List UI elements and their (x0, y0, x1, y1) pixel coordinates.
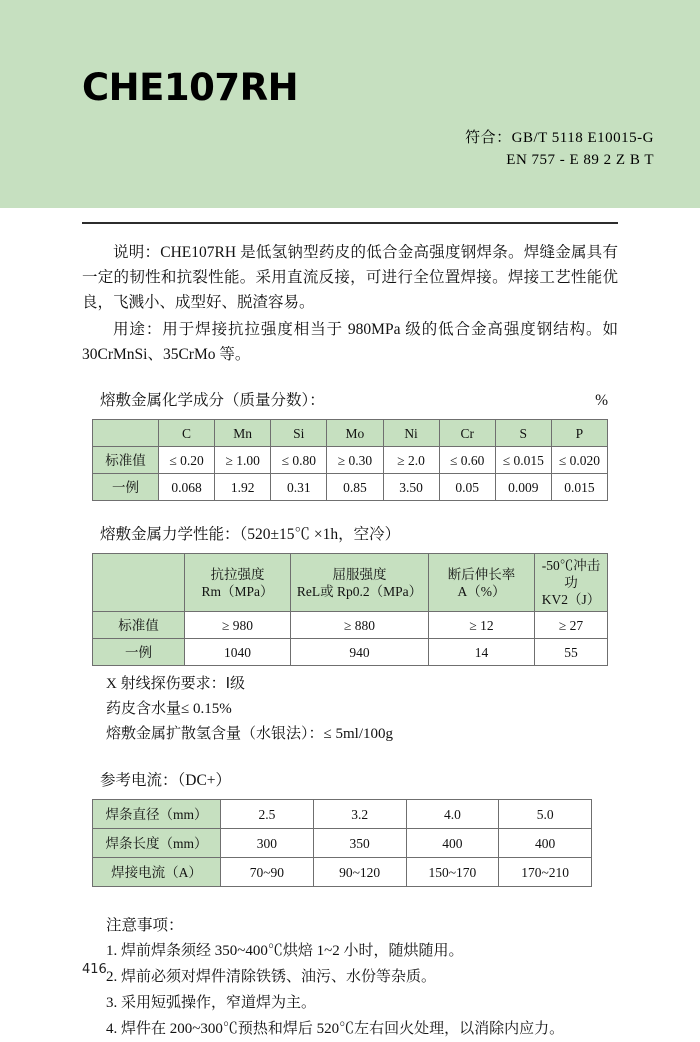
chem-title-text: 熔敷金属化学成分（质量分数）： (100, 392, 325, 409)
chem-row-1-cell-0: 0.068 (159, 474, 215, 501)
table-row (93, 447, 608, 474)
mech-col-2-line2: ReL或 Rp0.2（MPa） (296, 583, 423, 599)
chem-row-0-cell-1: ≥ 1.00 (215, 447, 271, 474)
notes-title: 注意事项： (106, 917, 184, 934)
list-item: 2. 焊前必须对焊件清除铁锈、油污、水份等杂质。 (106, 969, 437, 985)
chem-row-0-cell-4: ≥ 2.0 (383, 447, 439, 474)
chem-col-2: Mn (215, 420, 271, 447)
list-item: 1. 焊前焊条须经 350~400℃烘焙 1~2 小时，随烘随用。 (106, 943, 464, 959)
header-divider (82, 222, 618, 224)
chem-row-0-cell-0: ≤ 0.20 (159, 447, 215, 474)
chem-section-title (100, 389, 618, 413)
mech-extra-lines (106, 672, 618, 747)
current-row-0-cell-3: 5.0 (499, 800, 592, 829)
current-row-2-cell-2: 150~170 (406, 858, 499, 887)
chem-row-0-cell-3: ≥ 0.30 (327, 447, 383, 474)
current-row-0-cell-0: 2.5 (221, 800, 314, 829)
mech-col-3-line1: 断后伸长率 (447, 566, 516, 582)
mech-col-4 (535, 554, 608, 612)
chem-col-3: Si (271, 420, 327, 447)
mech-row-0-cell-1: ≥ 880 (291, 612, 429, 639)
chem-row-0-cell-2: ≤ 0.80 (271, 447, 327, 474)
chem-row-1-cell-1: 1.92 (215, 474, 271, 501)
chem-col-5: Ni (383, 420, 439, 447)
chem-row-0-cell-6: ≤ 0.015 (495, 447, 551, 474)
current-row-0-cell-1: 3.2 (313, 800, 406, 829)
mech-col-4-line1: -50℃冲击功 (541, 558, 601, 590)
current-section-title: 参考电流：（DC+） (100, 772, 232, 789)
chem-table (92, 419, 608, 501)
mech-row-1-cell-0: 1040 (185, 639, 291, 666)
mech-row-0-cell-0: ≥ 980 (185, 612, 291, 639)
chem-row-1-cell-7: 0.015 (551, 474, 607, 501)
mech-row-0-cell-2: ≥ 12 (429, 612, 535, 639)
mech-col-4-line2: KV2（J） (541, 592, 601, 607)
mech-table (92, 553, 608, 666)
table-row (93, 858, 592, 887)
current-row-1-cell-1: 350 (313, 829, 406, 858)
mech-col-3 (429, 554, 535, 612)
notes-list (106, 938, 618, 1042)
current-row-2-cell-3: 170~210 (499, 858, 592, 887)
chem-col-4: Mo (327, 420, 383, 447)
mech-section-title: 熔敷金属力学性能：（520±15℃ ×1h，空冷） (100, 526, 401, 543)
chem-unit: % (595, 392, 608, 409)
mech-col-0 (93, 554, 185, 612)
mech-col-2-line1: 屈服强度 (332, 566, 387, 582)
mech-row-0-cell-3: ≥ 27 (535, 612, 608, 639)
chem-col-8: P (551, 420, 607, 447)
chem-row-0-cell-5: ≤ 0.60 (439, 447, 495, 474)
chem-col-6: Cr (439, 420, 495, 447)
current-row-2-cell-1: 90~120 (313, 858, 406, 887)
mech-row-1-cell-3: 55 (535, 639, 608, 666)
current-row-1-cell-3: 400 (499, 829, 592, 858)
chem-row-1-label: 一例 (93, 474, 159, 501)
mech-extra-line-0: X 射线探伤要求：Ⅰ级 (106, 676, 246, 692)
current-row-1-cell-2: 400 (406, 829, 499, 858)
current-row-1-cell-0: 300 (221, 829, 314, 858)
mech-row-1-cell-2: 14 (429, 639, 535, 666)
table-row (93, 612, 608, 639)
current-table (92, 799, 592, 887)
chem-row-1-cell-3: 0.85 (327, 474, 383, 501)
list-item: 3. 采用短弧操作，窄道焊为主。 (106, 995, 317, 1011)
table-row (93, 474, 608, 501)
table-header-row (93, 420, 608, 447)
chem-row-0-label: 标准值 (93, 447, 159, 474)
chem-row-1-cell-4: 3.50 (383, 474, 439, 501)
table-row (93, 829, 592, 858)
header-band (0, 0, 700, 208)
chem-row-0-cell-7: ≤ 0.020 (551, 447, 607, 474)
current-row-0-label: 焊条直径（mm） (93, 800, 221, 829)
mech-row-1-label: 一例 (93, 639, 185, 666)
chem-col-7: S (495, 420, 551, 447)
mech-col-2 (291, 554, 429, 612)
chem-col-1: C (159, 420, 215, 447)
current-row-2-label: 焊接电流（A） (93, 858, 221, 887)
mech-row-1-cell-1: 940 (291, 639, 429, 666)
mech-col-3-line2: A（%） (457, 583, 506, 599)
standard-code-line-2: EN 757 - E 89 2 Z B T (506, 152, 654, 168)
mech-extra-line-1: 药皮含水量≤ 0.15% (106, 701, 232, 717)
mech-row-0-label: 标准值 (93, 612, 185, 639)
current-row-1-label: 焊条长度（mm） (93, 829, 221, 858)
current-row-2-cell-0: 70~90 (221, 858, 314, 887)
table-header-row (93, 554, 608, 612)
standard-code-line-1: 符合：GB/T 5118 E10015-G (465, 130, 654, 146)
mech-col-1-line2: Rm（MPa） (201, 583, 274, 599)
table-row (93, 800, 592, 829)
mech-col-1-line1: 抗拉强度 (210, 566, 265, 582)
document-content (82, 240, 618, 1042)
chem-col-0 (93, 420, 159, 447)
description-paragraph: 说明：CHE107RH 是低氢钠型药皮的低合金高强度钢焊条。焊缝金属具有一定的韧性和抗裂性能。采用直流反接，可进行全位置焊接。焊接工艺性能优良，飞溅小、成型好、脱渣容易。 (82, 244, 618, 311)
page-title: CHE107RH (82, 66, 299, 109)
mech-col-1 (185, 554, 291, 612)
mech-extra-line-2: 熔敷金属扩散氢含量（水银法）：≤ 5ml/100g (106, 726, 393, 742)
page-number: 416 (82, 962, 107, 977)
chem-row-1-cell-6: 0.009 (495, 474, 551, 501)
current-row-0-cell-2: 4.0 (406, 800, 499, 829)
chem-row-1-cell-5: 0.05 (439, 474, 495, 501)
chem-row-1-cell-2: 0.31 (271, 474, 327, 501)
usage-paragraph: 用途：用于焊接抗拉强度相当于 980MPa 级的低合金高强度钢结构。如 30CrMnSi、35CrMo 等。 (82, 321, 618, 363)
table-row (93, 639, 608, 666)
list-item: 4. 焊件在 200~300℃预热和焊后 520℃左右回火处理，以消除内应力。 (106, 1021, 565, 1037)
